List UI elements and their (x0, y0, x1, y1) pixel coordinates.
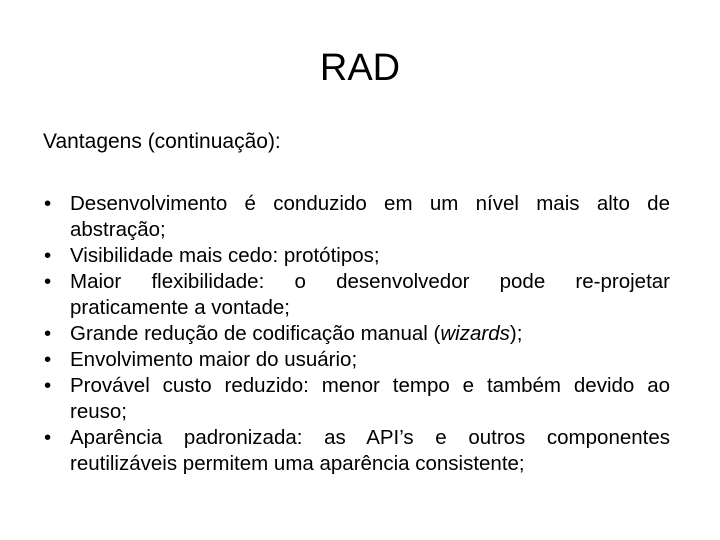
slide-title (0, 44, 720, 92)
bullet-dot-icon: • (44, 426, 52, 449)
bullet-item (43, 269, 670, 321)
bullet-dot-icon: • (44, 270, 52, 293)
bullet-text: Maior flexibilidade: o desenvolvedor pode re-projetar praticamente a vontade; (70, 270, 670, 319)
bullet-item (43, 243, 670, 269)
bullet-dot-icon: • (44, 322, 52, 345)
bullet-text: Aparência padronizada: as API’s e outros componentes reutilizáveis permitem uma aparência consistente; (70, 426, 670, 475)
bullet-list (43, 191, 670, 477)
bullet-dot-icon: • (44, 348, 52, 371)
bullet-text: Provável custo reduzido: menor tempo e também devido ao reuso; (70, 374, 670, 423)
bullet-text-part: ); (509, 322, 523, 345)
bullet-item (43, 373, 670, 425)
bullet-item (43, 191, 670, 243)
bullet-text: Desenvolvimento é conduzido em um nível mais alto de abstração; (70, 192, 670, 241)
bullet-dot-icon: • (44, 244, 52, 267)
bullet-dot-icon: • (44, 192, 52, 215)
slide-subtitle: Vantagens (continuação): (43, 130, 281, 153)
bullet-text-part: Grande redução de codificação manual ( (70, 322, 441, 345)
bullet-item (43, 425, 670, 477)
bullet-text-emphasis: wizards (440, 322, 510, 345)
bullet-dot-icon: • (44, 374, 52, 397)
bullet-text: Envolvimento maior do usuário; (70, 348, 358, 371)
bullet-text: Visibilidade mais cedo: protótipos; (70, 244, 380, 267)
bullet-text (70, 322, 522, 345)
bullet-item (43, 347, 670, 373)
slide-title-text: RAD (319, 47, 401, 89)
bullet-item (43, 321, 670, 347)
